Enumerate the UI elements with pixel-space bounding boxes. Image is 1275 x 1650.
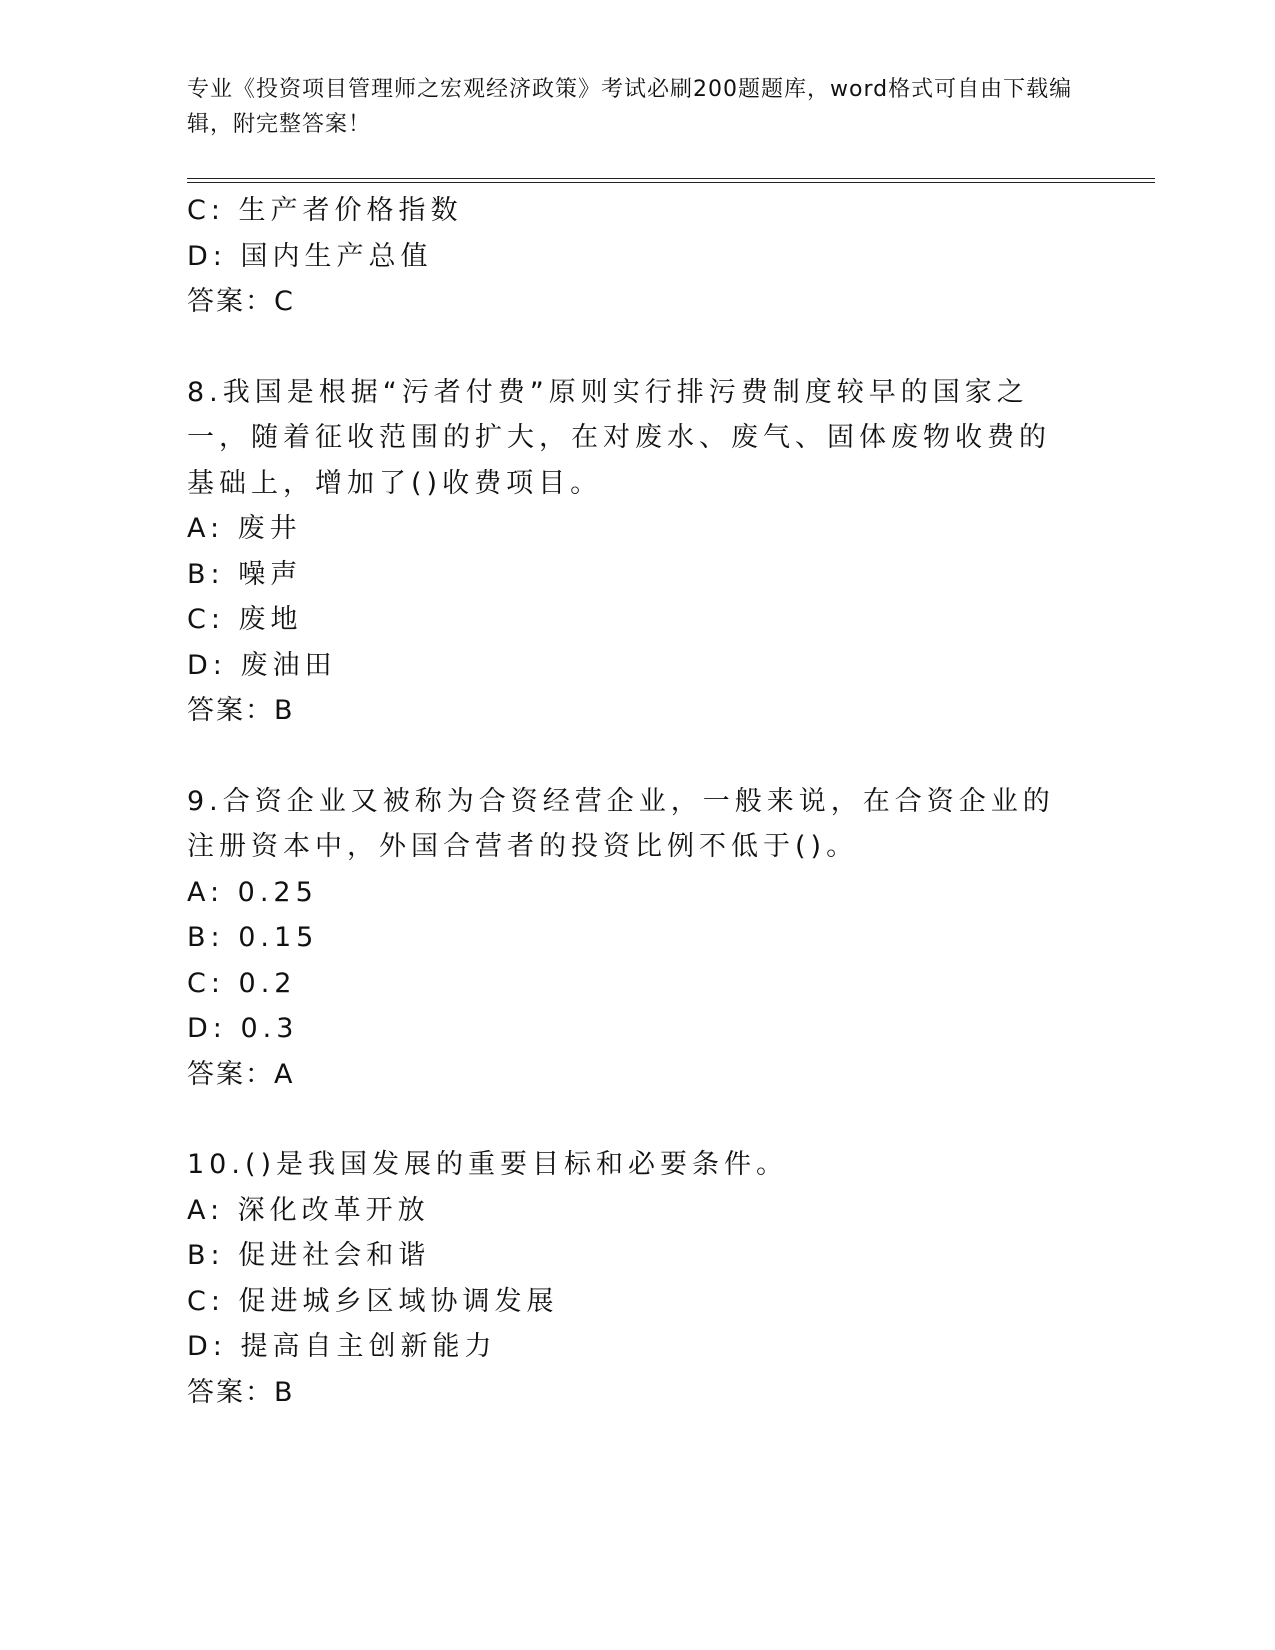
- header-divider: [187, 178, 1155, 183]
- answer-line: 答案：C: [187, 286, 295, 317]
- answer-line: 答案：A: [187, 1058, 295, 1090]
- answer-line: 答案：B: [187, 695, 295, 726]
- option-b: B: 0.15: [187, 922, 319, 953]
- question-stem: 9.合资企业又被称为合资经营企业，一般来说，在合资企业的注册资本中，外国合营者的投资比例不低于()。: [187, 785, 1055, 862]
- option-a: A: 深化改革开放: [187, 1194, 430, 1226]
- question-block-8: [187, 370, 1067, 734]
- document-header: 专业《投资项目管理师之宏观经济政策》考试必刷200题题库，word格式可自由下载编辑，附完整答案！: [187, 77, 1073, 137]
- option-c: C: 生产者价格指数: [187, 195, 463, 226]
- answer-line: 答案：B: [187, 1376, 295, 1408]
- option-c: C: 0.2: [187, 967, 297, 999]
- option-a: A: 废井: [187, 513, 302, 544]
- option-d: D: 0.3: [187, 1013, 299, 1044]
- option-a: A: 0.25: [187, 876, 318, 908]
- option-b: B: 噪声: [187, 558, 303, 590]
- option-d: D: 废油田: [187, 649, 337, 681]
- question-list: [187, 188, 1067, 1415]
- question-block-9: [187, 779, 1067, 1098]
- option-b: B: 促进社会和谐: [187, 1240, 431, 1271]
- option-d: D: 国内生产总值: [187, 240, 433, 272]
- question-block-7: [187, 188, 1067, 325]
- question-stem: 10.()是我国发展的重要目标和必要条件。: [187, 1149, 789, 1180]
- option-c: C: 废地: [187, 604, 303, 635]
- question-stem: 8.我国是根据“污者付费”原则实行排污费制度较早的国家之一，随着征收范围的扩大，在对废水、废气、固体废物收费的基础上，增加了()收费项目。: [187, 376, 1051, 499]
- option-d: D: 提高自主创新能力: [187, 1331, 497, 1362]
- question-block-10: [187, 1142, 1067, 1415]
- option-c: C: 促进城乡区域协调发展: [187, 1285, 559, 1317]
